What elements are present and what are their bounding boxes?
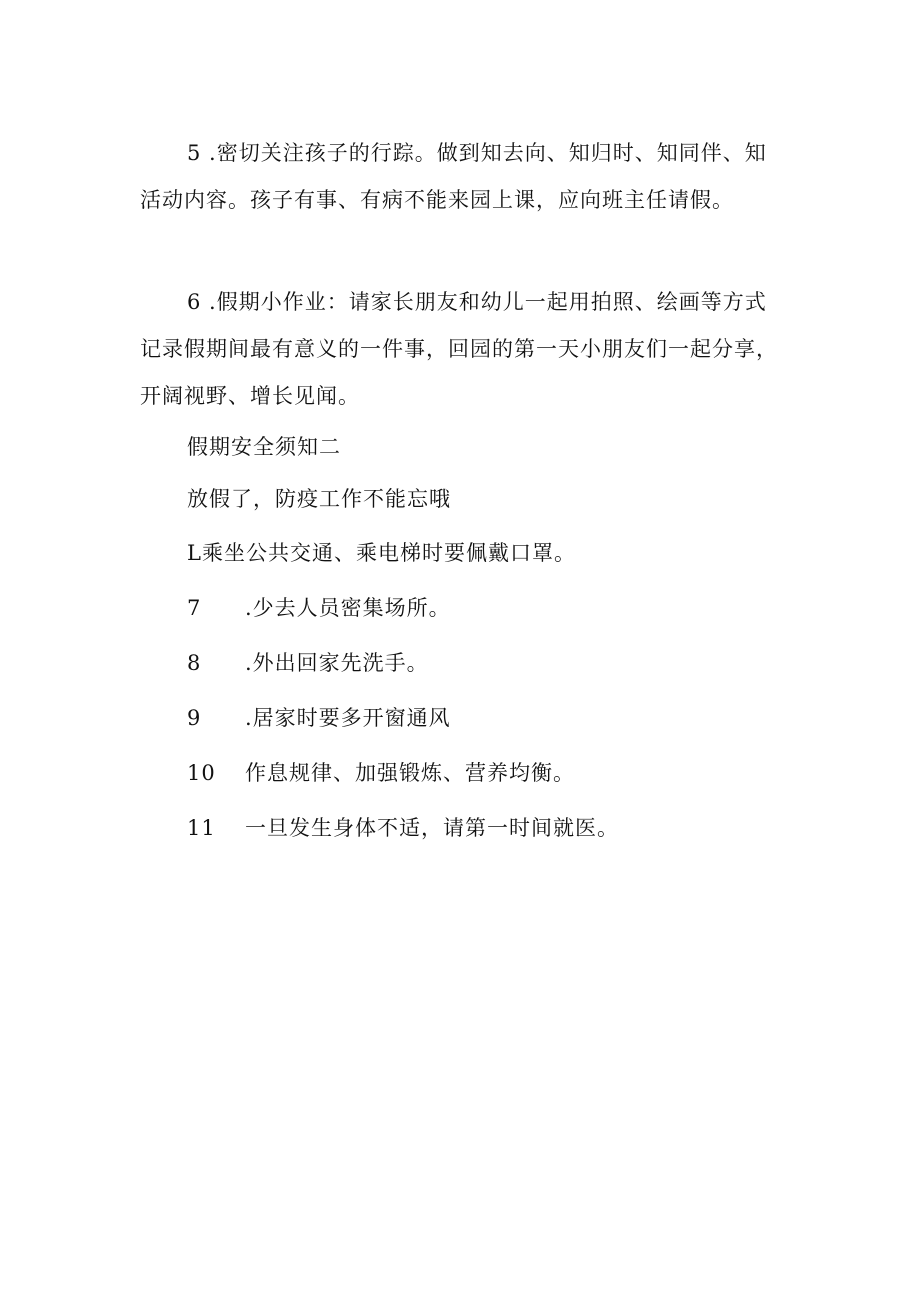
list-item-8 — [187, 648, 429, 678]
list-item-number: 10 — [187, 761, 216, 785]
list-item-10 — [187, 758, 575, 788]
section-title: 假期安全须知二 — [187, 435, 341, 459]
list-item-text: .居家时要多开窗通风 — [245, 706, 451, 730]
list-item-text: .外出回家先洗手。 — [245, 651, 429, 675]
list-item-number: 11 — [187, 816, 216, 840]
list-item-text: 作息规律、加强锻炼、营养均衡。 — [245, 761, 575, 785]
list-item-9 — [187, 703, 451, 733]
list-item-text: 一旦发生身体不适，请第一时间就医。 — [245, 816, 619, 840]
paragraph-6: 6 .假期小作业：请家长朋友和幼儿一起用拍照、绘画等方式记录假期间最有意义的一件事，回园的第一天小朋友们一起分享，开阔视野、增长见闻。 — [140, 290, 778, 408]
list-item-number: 9 — [187, 706, 202, 730]
list-item-number: 7 — [187, 596, 202, 620]
list-item-text: .少去人员密集场所。 — [245, 596, 451, 620]
list-item-11 — [187, 813, 619, 843]
paragraph-5: 5 .密切关注孩子的行踪。做到知去向、知归时、知同伴、知活动内容。孩子有事、有病不能来园上课，应向班主任请假。 — [140, 141, 767, 212]
list-item-number: 8 — [187, 651, 202, 675]
section-subtitle: 放假了，防疫工作不能忘哦 — [187, 487, 451, 511]
list-item-1: L乘坐公共交通、乘电梯时要佩戴口罩。 — [187, 541, 576, 565]
list-item-7 — [187, 593, 451, 623]
